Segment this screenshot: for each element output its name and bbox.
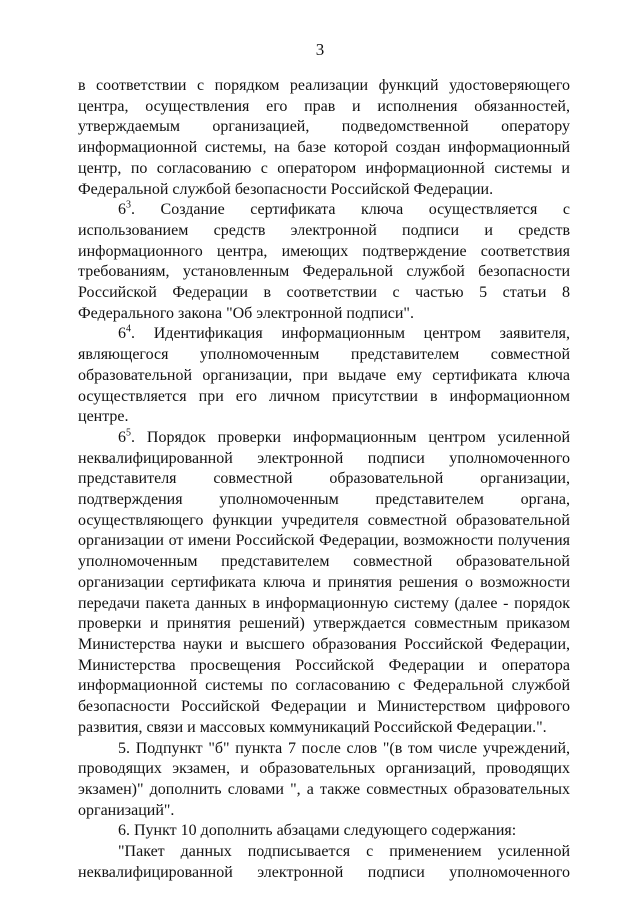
paragraph-item-6: 6. Пункт 10 дополнить абзацами следующего содержания: [118,822,517,840]
page-number: 3 [315,40,325,59]
paragraph-6-5: $6^5$. Порядок проверки информационным центром усиленной неквалифицированной электронной подписи уполномоченного представителя совместной образовательной организации, подтверждения уполномоченным представителем органа, осуществляющего функции учредителя совместной образовательной организации от имени Российской Федерации, возможности получения уполномоченным представителем совместной образовательной организации сертификата ключа и принятия решения о возможности передачи пакета данных в информационную систему (далее - порядок проверки и принятия решений) утверждается совместным приказом Министерства науки и высшего образования Российской Федерации, Министерства просвещения Российской Федерации и оператора информационной системы по согласованию с Федеральной службой безопасности Российской Федерации и Министерством цифрового развития, связи и массовых коммуникаций Российской Федерации.". [78,427,570,736]
document-body [78,76,570,883]
paragraph-item-5: 5. Подпункт "б" пункта 7 после слов "(в том числе учреждений, проводящих экзамен, и образовательных организаций, проводящих экзамен)" дополнить словами ", а также совместных образовательных организаций". [78,739,570,819]
paragraph-6-4: $6^4$. Идентификация информационным центром заявителя, являющегося уполномоченным представителем совместной образовательной организации, при выдаче ему сертификата ключа осуществляется при его личном присутствии в информационном центре. [78,324,570,426]
paragraph-continuation: в соответствии с порядком реализации функций удостоверяющего центра, осуществления его прав и исполнения обязанностей, утверждаемым организацией, подведомственной оператору информационной системы, на базе которой создан информационный центр, по согласованию с оператором информационной системы и Федеральной службой безопасности Российской Федерации. [78,77,570,198]
paragraph-6-3: $6^3$. Создание сертификата ключа осуществляется с использованием средств электронной подписи и средств информационного центра, имеющих подтверждение соответствия требованиям, установленным Федеральной службой безопасности Российской Федерации в соответствии с частью 5 статьи 8 Федерального закона "Об электронной подписи". [78,199,570,322]
paragraph-quote-start: "Пакет данных подписывается с применением усиленной неквалифицированной электронной подписи уполномоченного [78,843,570,881]
